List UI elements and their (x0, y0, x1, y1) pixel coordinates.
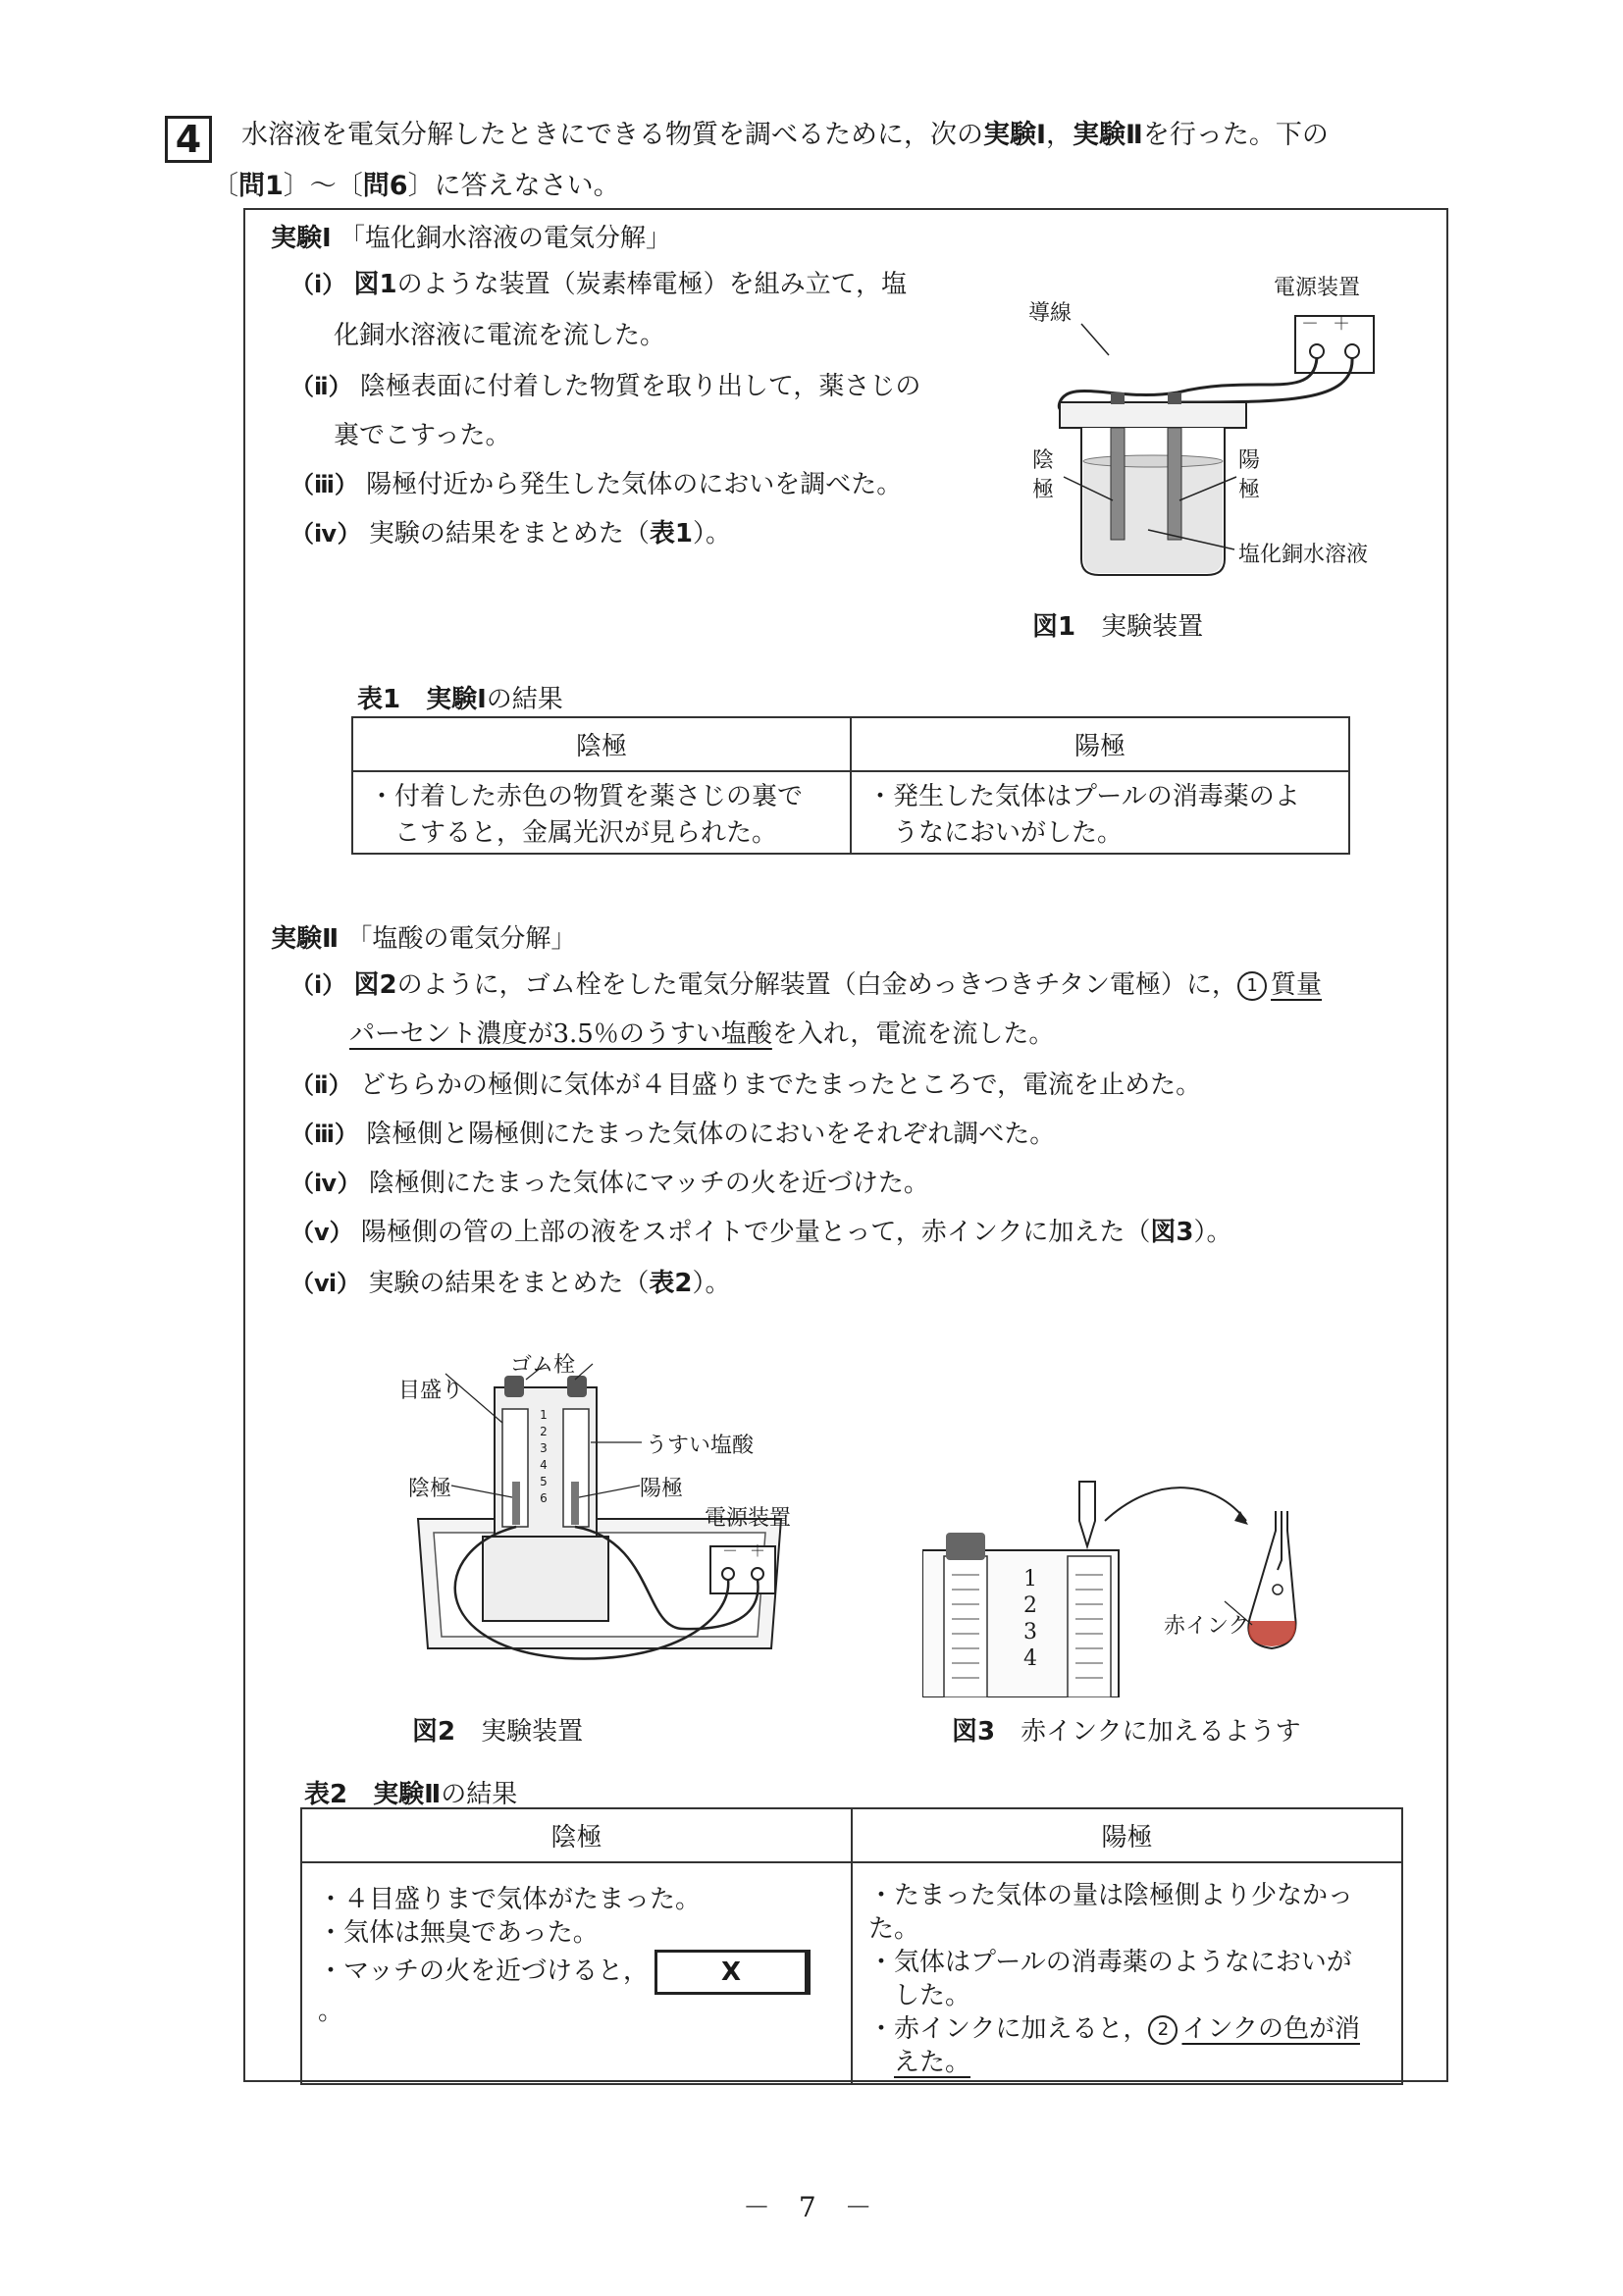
cell-line-underlined-cont (868, 2046, 1386, 2079)
table1-caption-text: の結果 (486, 685, 563, 714)
fig2-anode-label: 陽極 (640, 1477, 684, 1501)
fig2-scale-label: 目盛り (398, 1379, 464, 1403)
step-text: 陽極付近から発生した気体のにおいを調べた。 (366, 470, 903, 499)
step-number: （ⅰ） (290, 271, 346, 298)
fig3-ink-label: 赤インク (1164, 1614, 1250, 1639)
leader-wire (1081, 324, 1109, 355)
dropper (1079, 1482, 1095, 1546)
step-text: 陽極側の管の上部の液をスポイトで少量とって，赤インクに加えた（ (360, 1218, 1151, 1247)
table2-header-cathode: 陰極 (301, 1808, 852, 1862)
scale-number: 4 (540, 1458, 548, 1472)
step-number: （ⅴ） (290, 1219, 353, 1246)
cell-line: ・付着した赤色の物質を薬さじの裏で (369, 782, 804, 811)
underlined-text: パーセント濃度が3.5％のうすい塩酸 (349, 1019, 772, 1049)
table2-caption-text: の結果 (441, 1780, 518, 1809)
intro-text-end: 〕に答えなさい。 (407, 171, 620, 201)
fig2-scale-numbers (538, 1407, 550, 1507)
bracket: 〔 (212, 171, 238, 201)
fig1-cathode-label: 陰極 (1032, 448, 1055, 502)
table2-exp-ref: 実験Ⅱ (373, 1780, 442, 1809)
step-text: 陰極側にたまった気体にマッチの火を近づけた。 (368, 1169, 929, 1198)
drop (1273, 1585, 1283, 1594)
exp1-heading (271, 218, 671, 254)
rubber-stopper (567, 1376, 587, 1397)
table1-header-cathode: 陰極 (352, 717, 851, 771)
exp2-step-5 (290, 1213, 1231, 1252)
table1-cell-anode (851, 771, 1349, 854)
exp2-step-6 (290, 1264, 730, 1303)
scale-number: 6 (540, 1491, 548, 1505)
fig3-caption-text: 赤インクに加えるようす (1021, 1717, 1301, 1747)
cell-text-end: 。 (318, 1997, 344, 2026)
cathode-rod (1111, 428, 1125, 540)
bracket: 〕～〔 (283, 171, 363, 201)
step-number: （ⅲ） (290, 1121, 358, 1148)
table2-number: 表2 (304, 1780, 348, 1809)
table-row (301, 1862, 1402, 2084)
cell-line: ・たまった気体の量は陰極側より少なかった。 (868, 1881, 1354, 1944)
intro-text: 水溶液を電気分解したときにできる物質を調べるために，次の (241, 120, 983, 150)
figure3-illustration (922, 1452, 1354, 1697)
fig1-ref: 図1 (353, 270, 397, 299)
cell-line: した。 (894, 1981, 971, 2010)
fig1-anode-label: 陽極 (1238, 448, 1261, 502)
step-number: （ⅳ） (290, 520, 361, 548)
table1 (351, 716, 1350, 855)
table1-ref: 表1 (649, 519, 693, 548)
scale-number: 1 (540, 1408, 548, 1422)
exp1-title: 「塩化銅水溶液の電気分解」 (339, 224, 671, 253)
fig1-solution-label: 塩化銅水溶液 (1238, 543, 1369, 567)
apparatus-stand (483, 1537, 608, 1621)
fig1-wire-label: 導線 (1028, 301, 1073, 326)
fig2-number: 図2 (412, 1717, 456, 1747)
cell-text: ・赤インクに加えると， (868, 2014, 1149, 2044)
exp1-step-4 (290, 514, 731, 553)
step-text: 実験の結果をまとめた（ (368, 1269, 650, 1298)
intro-exp2-ref: 実験Ⅱ (1073, 120, 1143, 150)
step-text-end: ）。 (692, 1269, 731, 1298)
rubber-stopper (504, 1376, 524, 1397)
exp1-step-2-cont: 裏でこすった。 (334, 421, 511, 450)
fig2-caption (412, 1711, 583, 1748)
scale-number: 5 (540, 1475, 548, 1488)
question-number: 4 (165, 116, 212, 163)
scale-number: 2 (540, 1425, 548, 1438)
intro-text-end: を行った。下の (1142, 120, 1329, 150)
fig1-polarity (1301, 310, 1364, 336)
solution-surface (1083, 455, 1223, 467)
lid (1060, 402, 1246, 428)
anode-rod (1168, 428, 1181, 540)
fig3-scale-numbers (1021, 1566, 1040, 1672)
anode-electrode (571, 1482, 579, 1525)
negative-terminal (722, 1568, 734, 1580)
negative-terminal (1310, 344, 1324, 358)
exp2-step-2 (290, 1066, 1201, 1105)
step-text-end: を入れ，電流を流した。 (771, 1019, 1055, 1049)
terminal-clip (1111, 392, 1125, 404)
fig1-caption-text: 実験装置 (1101, 612, 1204, 642)
step-text: 実験の結果をまとめた（ (368, 519, 650, 548)
scale-number: 4 (1023, 1646, 1037, 1671)
exp1-step-1 (290, 265, 907, 304)
cell-line-underlined (868, 2012, 1386, 2046)
rubber-stopper (946, 1533, 985, 1560)
fig2-ref: 図2 (353, 970, 397, 1000)
page-number: － 7 － (743, 2191, 882, 2223)
cathode-tube (944, 1556, 987, 1697)
table2 (300, 1807, 1403, 2085)
table2-header-anode: 陽極 (852, 1808, 1402, 1862)
underline-marker-2: 2 (1148, 2015, 1178, 2045)
cell-line: ・４目盛りまで気体がたまった。 (318, 1885, 702, 1914)
intro-exp1-ref: 実験Ⅰ (983, 120, 1047, 150)
table-header-row (352, 717, 1349, 771)
fig2-caption-text: 実験装置 (481, 1717, 584, 1747)
question-intro-line2 (212, 167, 620, 206)
exp1-label: 実験Ⅰ (271, 224, 332, 253)
fig3-ref: 図3 (1150, 1218, 1194, 1247)
fig3-caption (952, 1711, 1301, 1748)
exp2-step-1-cont (349, 1015, 1054, 1054)
exp2-step-4 (290, 1164, 929, 1203)
exp2-heading (271, 918, 576, 955)
terminal-clip (1168, 392, 1181, 404)
table1-header-anode: 陽極 (851, 717, 1349, 771)
question-intro-line1 (241, 116, 1329, 155)
table-row (352, 771, 1349, 854)
minus-sign: － (722, 1541, 751, 1560)
exp2-title: 「塩酸の電気分解」 (346, 924, 577, 954)
positive-terminal (1345, 344, 1359, 358)
fig1-power-label: 電源装置 (1274, 276, 1361, 300)
fig2-cathode-label: 陰極 (408, 1477, 452, 1501)
fig2-stopper-label: ゴム栓 (510, 1353, 576, 1378)
fig1-number: 図1 (1032, 612, 1076, 642)
step-number: （ⅱ） (290, 373, 352, 400)
exp2-step-1 (290, 965, 1322, 1005)
scale-number: 2 (1023, 1593, 1037, 1618)
cell-line: ・発生した気体はプールの消毒薬のよ (867, 782, 1300, 811)
step-text-end: ）。 (1193, 1218, 1232, 1247)
step-number: （ⅰ） (290, 971, 346, 999)
step-number: （ⅵ） (290, 1270, 361, 1297)
step-text: のように，ゴム栓をした電気分解装置（白金めっきつきチタン電極）に， (396, 970, 1238, 1000)
step-number: （ⅱ） (290, 1071, 352, 1099)
table1-cell-cathode (352, 771, 851, 854)
positive-terminal (752, 1568, 763, 1580)
intro-sep: ， (1046, 120, 1073, 150)
step-text: 陰極側と陽極側にたまった気体のにおいをそれぞれ調べた。 (366, 1120, 1056, 1149)
exp1-step-2 (290, 367, 920, 406)
plus-sign: ＋ (750, 1541, 778, 1560)
exp1-step-1-cont: 化銅水溶液に電流を流した。 (334, 321, 666, 350)
minus-sign: － (1301, 314, 1333, 335)
table1-number: 表1 (357, 685, 401, 714)
table2-cell-anode (852, 1862, 1402, 2084)
exp2-step-3 (290, 1115, 1055, 1154)
fig2-polarity (722, 1539, 777, 1561)
anode-tube (1068, 1556, 1111, 1697)
cell-text: ・マッチの火を近づけると， (318, 1957, 649, 1986)
step-number: （ⅳ） (290, 1170, 361, 1197)
fig1-caption (1032, 606, 1203, 643)
table2-ref: 表2 (649, 1269, 693, 1298)
plus-sign: ＋ (1333, 314, 1364, 335)
fig2-power-label: 電源装置 (705, 1506, 792, 1531)
step-text: どちらかの極側に気体が４目盛りまでたまったところで，電流を止めた。 (359, 1070, 1202, 1100)
scale-number: 1 (1023, 1567, 1037, 1592)
arrow-head (1234, 1511, 1248, 1525)
fig3-number: 図3 (952, 1717, 996, 1747)
table1-exp-ref: 実験Ⅰ (426, 685, 487, 714)
cell-line: こすると，金属光沢が見られた。 (394, 818, 778, 848)
exp2-label: 実験Ⅱ (271, 924, 340, 954)
underlined-text: インクの色が消 (1181, 2014, 1360, 2044)
cell-line: ・気体はプールの消毒薬のようなにおいが (868, 1948, 1352, 1977)
step-text: 陰極表面に付着した物質を取り出して，薬さじの (359, 372, 921, 401)
transfer-arrow (1105, 1487, 1246, 1521)
cell-line: うなにおいがした。 (893, 818, 1124, 848)
q6-ref: 問6 (362, 171, 408, 201)
cell-line: ・気体は無臭であった。 (318, 1918, 599, 1948)
underlined-text: 質量 (1271, 970, 1323, 1000)
scale-number: 3 (1023, 1620, 1037, 1644)
answer-blank-x: X (654, 1950, 811, 1995)
table-header-row (301, 1808, 1402, 1862)
underlined-text: えた。 (894, 2048, 971, 2077)
underline-marker-1: 1 (1237, 971, 1267, 1001)
step-text-end: ）。 (693, 519, 732, 548)
table1-caption (357, 679, 563, 715)
scale-number: 3 (540, 1441, 548, 1455)
q1-ref: 問1 (238, 171, 284, 201)
table2-cell-cathode (301, 1862, 852, 2084)
table2-caption (304, 1774, 517, 1810)
cell-line-with-blank (318, 1950, 835, 2028)
step-number: （ⅲ） (290, 471, 358, 498)
exp1-step-3 (290, 465, 902, 504)
step-text: のような装置（炭素棒電極）を組み立て，塩 (396, 270, 908, 299)
solution (1083, 461, 1223, 573)
cathode-electrode (512, 1482, 520, 1525)
fig2-acid-label: うすい塩酸 (646, 1434, 755, 1458)
